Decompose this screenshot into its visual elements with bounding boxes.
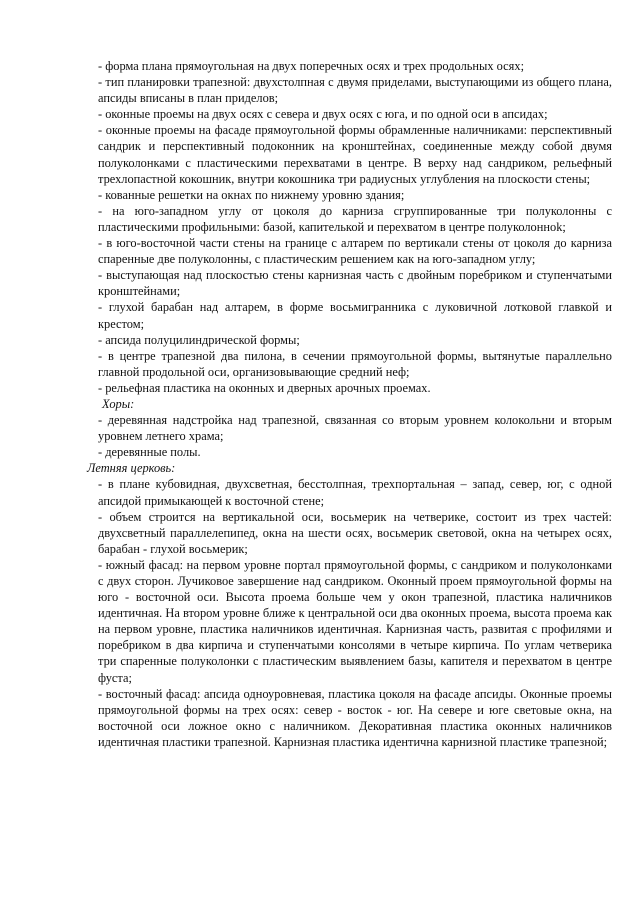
heading-summer-church: Летняя церковь: xyxy=(87,461,176,476)
paragraph-cornice: - выступающая над плоскостью стены карнизная часть с двойным поребриком и ступенчатыми кронштейнами; xyxy=(98,268,612,299)
paragraph-south-facade: - южный фасад: на первом уровне портал прямоугольной формы, с сандриком и полуколонками с двух сторон. Лучиковое завершение над сандриком. Оконный проем прямоугольной формы на юго - восточной оси. Высота проема больше чем у окон трапезной, пластика наличников идентичная. На втором уровне ближе к центральной оси два оконных проема, высота проема как на первом уровне, пластика наличников идентичная. Карнизная часть, развитая с профилями и поребриком в два кирпича и ступенчатыми консолями в четыре кирпича. По углам четверика три спаренные полуколонки с пластическим выявлением базы, капителя и перехватом в центре фуста; xyxy=(98,557,612,685)
paragraph-relief: - рельефная пластика на оконных и дверных арочных проемах. xyxy=(98,380,431,395)
paragraph-choirs-superstructure: - деревянная надстройка над трапезной, связанная со вторым уровнем колокольни и вторым уровнем летнего храма; xyxy=(98,413,612,444)
paragraph-summer-volume: - объем строится на вертикальной оси, восьмерик на четверике, состоит из трех частей: двухсветный параллелепипед, окна на шести осях, восьмерик световой, окна на четырех осях, барабан - глухой восьмерик; xyxy=(98,509,612,556)
document-page xyxy=(87,58,612,750)
paragraph-southwest-corner: - на юго-западном углу от цоколя до карниза сгруппированные три полуколонны с пластическими профильными: базой, капителькой и перехватом в центре полуколонноk; xyxy=(98,203,612,234)
paragraph-choirs-floors: - деревянные полы. xyxy=(98,445,201,460)
paragraph-east-facade: - восточный фасад: апсида одноуровневая, пластика цоколя на фасаде апсиды. Оконные проемы прямоугольной формы на трех осях: север - восток - юг. На севере и юге световые окна, на восточной оси ложное окно с наличником. Декоративная пластика оконных наличников идентичная пластики трапезной. Карнизная пластика идентична карнизной пластике трапезной; xyxy=(98,686,612,749)
paragraph-drum: - глухой барабан над алтарем, в форме восьмигранника с луковичной лотковой главкой и крестом; xyxy=(98,300,612,331)
paragraph-window-grilles: - кованные решетки на окнах по нижнему уровню здания; xyxy=(98,187,405,202)
paragraph-southeast-wall: - в юго-восточной части стены на границе с алтарем по вертикали стены от цоколя до карниза спаренные две полуколонны, с пластическим решением как на юго-западном углу; xyxy=(98,236,612,267)
paragraph-window-frames: - оконные проемы на фасаде прямоугольной формы обрамленные наличниками: перспективный сандрик и перспективный подоконник на кронштейнах, соединенные между собой двумя полуколонками с пластическими перехватами в центре. В верху над сандриком, рельефный трехлопастной кокошник, внутри кокошника три радиусных углубления на плоскости стены; xyxy=(98,123,612,186)
paragraph-apse: - апсида полуцилиндрической формы; xyxy=(98,332,300,347)
paragraph-summer-plan: - в плане кубовидная, двухсветная, бесстолпная, трехпортальная – запад, север, юг, с одной апсидой примыкающей к восточной стене; xyxy=(98,477,612,508)
paragraph-plan-form: - форма плана прямоугольная на двух поперечных осях и трех продольных осях; xyxy=(98,59,525,73)
paragraph-window-axes: - оконные проемы на двух осях с севера и двух осях с юга, и по одной оси в апсидах; xyxy=(98,107,548,122)
heading-choirs: Хоры: xyxy=(102,396,135,411)
paragraph-layout-type: - тип планировки трапезной: двухстолпная с двумя приделами, выступающими из общего плана, апсиды вписаны в план приделов; xyxy=(98,75,612,106)
paragraph-pylons: - в центре трапезной два пилона, в сечении прямоугольной формы, вытянутые параллельно главной продольной оси, организовывающие средний неф; xyxy=(98,348,612,379)
